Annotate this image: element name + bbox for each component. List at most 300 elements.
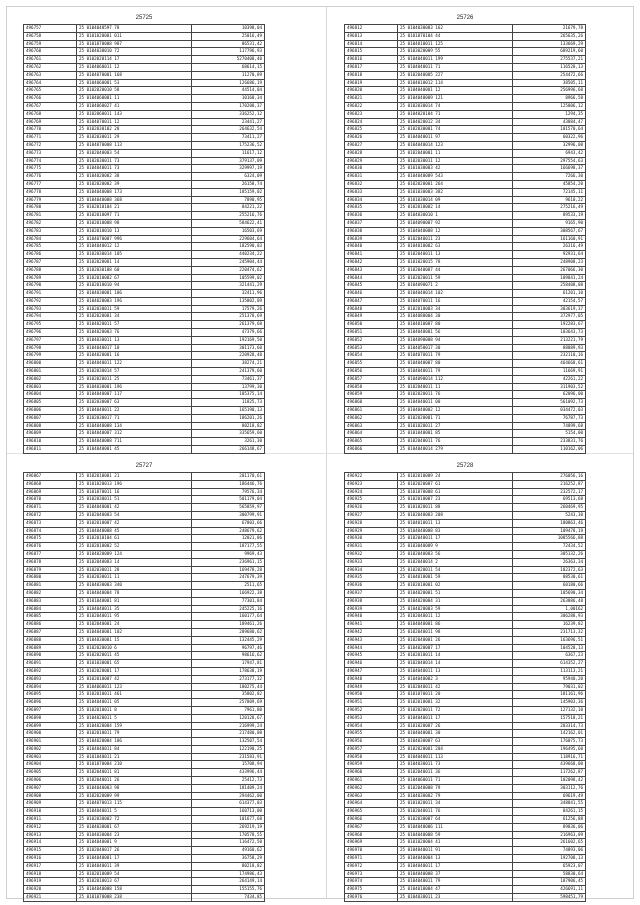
account-code-cell: 25 0102030011 28	[77, 566, 192, 574]
table-row	[24, 597, 265, 605]
table-row	[345, 48, 586, 56]
amount-cell: 439668,00	[513, 761, 586, 769]
account-code-cell: 25 0104040011 97	[398, 134, 513, 142]
amount-cell: 182372,63	[513, 566, 586, 574]
amount-cell: 42261,22	[513, 375, 586, 383]
record-id-cell: 496943	[345, 636, 398, 644]
amount-cell: 336252,12	[192, 110, 265, 118]
record-id-cell: 496974	[345, 878, 398, 886]
record-id-cell: 496825	[345, 126, 398, 134]
record-id-cell: 496914	[24, 839, 77, 847]
amount-cell: 1,00162	[513, 605, 586, 613]
table-row	[345, 118, 586, 126]
account-code-cell: 25 0101020001 011	[77, 32, 192, 40]
record-id-cell: 496956	[345, 738, 398, 746]
table-row	[345, 496, 586, 504]
amount-cell: 689219,60	[513, 48, 586, 56]
amount-cell: 8966,58	[513, 95, 586, 103]
page-number: 25728	[456, 463, 474, 469]
record-id-cell: 496923	[345, 480, 398, 488]
record-id-cell: 496847	[345, 297, 398, 305]
table-row	[345, 399, 586, 407]
account-code-cell: 25 0104040011 05	[77, 699, 192, 707]
account-code-cell: 25 0102010007 23	[398, 496, 513, 504]
record-id-cell: 496827	[345, 141, 398, 149]
account-code-cell: 25 0104030001 15	[77, 636, 192, 644]
account-code-cell: 25 0104040011 113	[398, 753, 513, 761]
table-row	[24, 141, 265, 149]
table-row	[24, 329, 265, 337]
amount-cell: 72145,11	[513, 188, 586, 196]
record-id-cell: 496902	[24, 745, 77, 753]
record-id-cell: 496803	[24, 383, 77, 391]
amount-cell: 110162,06	[513, 446, 586, 454]
account-code-cell: 25 0101030003 382	[398, 188, 513, 196]
record-id-cell: 496857	[345, 375, 398, 383]
record-id-cell: 496855	[345, 360, 398, 368]
table-row	[24, 196, 265, 204]
table-row	[345, 134, 586, 142]
record-id-cell: 496975	[345, 886, 398, 894]
amount-cell: 220928,48	[192, 352, 265, 360]
amount-cell: 464668,61	[513, 360, 586, 368]
record-id-cell: 496771	[24, 134, 77, 142]
record-id-cell: 496761	[24, 56, 77, 64]
table-row	[345, 87, 586, 95]
table-row	[345, 488, 586, 496]
amount-cell: 216999,24	[192, 722, 265, 730]
account-code-cell: 25 0103020009 55	[398, 48, 513, 56]
record-id-cell: 496789	[24, 274, 77, 282]
record-id-cell: 496758	[24, 32, 77, 40]
account-code-cell: 25 0104030011 73	[398, 761, 513, 769]
record-id-cell: 496909	[24, 800, 77, 808]
table-row	[24, 527, 265, 535]
table-row	[24, 504, 265, 512]
record-id-cell: 496942	[345, 628, 398, 636]
record-id-cell: 496757	[24, 25, 77, 33]
table-row	[24, 430, 265, 438]
amount-cell: 84221,22	[192, 204, 265, 212]
account-code-cell: 25 0101030003 42	[398, 165, 513, 173]
table-row	[24, 368, 265, 376]
account-code-cell: 25 0101020013 196	[77, 480, 192, 488]
amount-cell: 166698,37	[513, 165, 586, 173]
record-id-cell: 496835	[345, 204, 398, 212]
account-code-cell: 25 0102020001 264	[398, 180, 513, 188]
table-row	[345, 597, 586, 605]
amount-cell: 170578,55	[192, 831, 265, 839]
amount-cell: 117262,87	[513, 769, 586, 777]
account-code-cell: 25 0104030010 1	[398, 212, 513, 220]
table-row	[345, 738, 586, 746]
record-id-cell: 496959	[345, 761, 398, 769]
account-code-cell: 25 0104040008 711	[77, 438, 192, 446]
account-code-cell: 25 0104080004 30	[398, 313, 513, 321]
account-code-cell: 25 0101020011 34	[398, 800, 513, 808]
amount-cell: 60322,96	[513, 134, 586, 142]
account-code-cell: 25 0102040008 79	[398, 784, 513, 792]
record-id-cell: 496810	[24, 438, 77, 446]
table-row	[24, 87, 265, 95]
amount-cell: 297554,63	[513, 157, 586, 165]
amount-cell: 614377,03	[192, 800, 265, 808]
amount-cell: 79031,02	[513, 683, 586, 691]
ledger-table	[23, 472, 265, 902]
table-row	[345, 243, 586, 251]
table-row	[345, 823, 586, 831]
account-code-cell: 25 0102030014 57	[77, 368, 192, 376]
account-code-cell: 25 0102040003 14	[77, 558, 192, 566]
amount-cell: 306288,93	[513, 613, 586, 621]
account-code-cell: 25 0101040001 81	[77, 597, 192, 605]
account-code-cell: 25 0102020001 34	[77, 313, 192, 321]
amount-cell: 38274,21	[192, 360, 265, 368]
table-row	[345, 683, 586, 691]
amount-cell: 109478,19	[513, 527, 586, 535]
table-row	[24, 683, 265, 691]
account-code-cell: 25 0104040011 122	[77, 360, 192, 368]
account-code-cell: 25 0104020001 51	[398, 589, 513, 597]
account-code-cell: 25 0102010097 71	[77, 212, 192, 220]
table-row	[24, 399, 265, 407]
amount-cell: 175236,52	[192, 141, 265, 149]
amount-cell: 11669,91	[513, 368, 586, 376]
account-code-cell: 25 0102010010 13	[77, 227, 192, 235]
account-code-cell: 25 0102040003 56	[398, 550, 513, 558]
table-row	[345, 527, 586, 535]
record-id-cell: 496798	[24, 344, 77, 352]
amount-cell: 263886,48	[513, 597, 586, 605]
amount-cell: 116528,13	[513, 63, 586, 71]
record-id-cell: 496877	[24, 550, 77, 558]
account-code-cell: 25 0101020011 27	[398, 422, 513, 430]
table-row	[345, 40, 586, 48]
table-row	[24, 102, 265, 110]
table-row	[345, 480, 586, 488]
account-code-cell: 25 0102040011 36	[398, 769, 513, 777]
table-row	[24, 753, 265, 761]
table-row	[345, 79, 586, 87]
account-code-cell: 25 0104040011 79	[398, 878, 513, 886]
record-id-cell: 496850	[345, 321, 398, 329]
amount-cell: 7434,85	[192, 894, 265, 902]
record-id-cell: 496872	[24, 511, 77, 519]
amount-cell: 213221,79	[513, 336, 586, 344]
amount-cell: 161160,91	[513, 235, 586, 243]
table-row	[345, 792, 586, 800]
record-id-cell: 496788	[24, 266, 77, 274]
record-id-cell: 496926	[345, 504, 398, 512]
table-row	[345, 266, 586, 274]
account-code-cell: 25 0104090007 92	[398, 219, 513, 227]
record-id-cell: 496779	[24, 196, 77, 204]
record-id-cell: 496869	[24, 488, 77, 496]
amount-cell: 1294,35	[513, 110, 586, 118]
amount-cell: 25412,73	[192, 777, 265, 785]
table-row	[24, 667, 265, 675]
record-id-cell: 496938	[345, 597, 398, 605]
amount-cell: 74893,06	[513, 847, 586, 855]
amount-cell: 89836,06	[513, 823, 586, 831]
amount-cell: 68614,15	[192, 63, 265, 71]
record-id-cell: 496784	[24, 235, 77, 243]
amount-cell: 89533,19	[513, 212, 586, 220]
record-id-cell: 496765	[24, 87, 77, 95]
table-row	[24, 886, 265, 894]
page-number: 25725	[135, 15, 153, 21]
table-row	[345, 102, 586, 110]
account-code-cell: 25 0104040011 199	[398, 56, 513, 64]
table-row	[24, 375, 265, 383]
record-id-cell: 496875	[24, 535, 77, 543]
account-code-cell: 25 0102030011 59	[77, 305, 192, 313]
amount-cell: 264149,14	[192, 878, 265, 886]
account-code-cell: 25 0102010011 461	[77, 691, 192, 699]
amount-cell: 6943,42	[513, 149, 586, 157]
table-row	[345, 855, 586, 863]
amount-cell: 72434,52	[513, 543, 586, 551]
table-row	[24, 180, 265, 188]
amount-cell: 034472,03	[513, 407, 586, 415]
account-code-cell: 25 0104040008 83	[398, 527, 513, 535]
record-id-cell: 496919	[24, 878, 77, 886]
account-code-cell: 25 0102040003 208	[398, 511, 513, 519]
account-code-cell: 25 0104020012 34	[398, 118, 513, 126]
record-id-cell: 496965	[345, 808, 398, 816]
amount-cell: 180275,44	[192, 683, 265, 691]
table-row	[24, 870, 265, 878]
account-code-cell: 25 0102020001 71	[398, 414, 513, 422]
table-row	[24, 40, 265, 48]
amount-cell: 133669,29	[513, 40, 586, 48]
table-row	[345, 352, 586, 360]
table-row	[345, 110, 586, 118]
record-id-cell: 496971	[345, 855, 398, 863]
table-row	[345, 25, 586, 33]
account-code-cell: 25 0104020002 38	[77, 173, 192, 181]
amount-cell: 113113,21	[513, 667, 586, 675]
record-id-cell: 496830	[345, 165, 398, 173]
table-row	[24, 745, 265, 753]
amount-cell: 98616,62	[192, 652, 265, 660]
amount-cell: 135802,09	[192, 297, 265, 305]
table-row	[24, 219, 265, 227]
amount-cell: 5270408,40	[192, 56, 265, 64]
account-code-cell: 25 0102040007 44	[398, 266, 513, 274]
record-id-cell: 496812	[345, 25, 398, 33]
page-number: 25727	[135, 463, 153, 469]
amount-cell: 166922,38	[192, 589, 265, 597]
amount-cell: 229604,64	[192, 235, 265, 243]
table-row	[345, 816, 586, 824]
account-code-cell: 25 0104020011 57	[77, 321, 192, 329]
account-code-cell: 25 0104040014 123	[398, 141, 513, 149]
record-id-cell: 496778	[24, 188, 77, 196]
table-row	[345, 660, 586, 668]
account-code-cell: 25 0102020007 61	[398, 480, 513, 488]
account-code-cell: 25 0101070011 16	[77, 488, 192, 496]
amount-cell: 10168,34	[192, 95, 265, 103]
amount-cell: 36758,29	[192, 855, 265, 863]
amount-cell: 186201,26	[192, 414, 265, 422]
record-id-cell: 496908	[24, 792, 77, 800]
account-code-cell: 25 0104040011 5	[77, 808, 192, 816]
account-code-cell: 25 0102020011 72	[398, 706, 513, 714]
record-id-cell: 496834	[345, 196, 398, 204]
table-row	[345, 628, 586, 636]
account-code-cell: 25 0102020001 17	[77, 667, 192, 675]
account-code-cell: 25 0102040011 26	[77, 777, 192, 785]
amount-cell: 26316,49	[513, 243, 586, 251]
account-code-cell: 25 0104060011 12	[77, 63, 192, 71]
table-row	[24, 769, 265, 777]
table-row	[24, 251, 265, 259]
table-row	[345, 706, 586, 714]
amount-cell: 440234,22	[192, 251, 265, 259]
table-row	[345, 407, 586, 415]
record-id-cell: 496797	[24, 336, 77, 344]
record-id-cell: 496766	[24, 95, 77, 103]
account-code-cell: 25 0104020003 196	[77, 297, 192, 305]
record-id-cell: 496890	[24, 652, 77, 660]
account-code-cell: 25 0102030007 63	[77, 399, 192, 407]
amount-cell: 233831,76	[513, 438, 586, 446]
account-code-cell: 25 0102020010 58	[77, 87, 192, 95]
record-id-cell: 496947	[345, 667, 398, 675]
record-id-cell: 496786	[24, 251, 77, 259]
account-code-cell: 25 0102010104 21	[77, 204, 192, 212]
record-id-cell: 496968	[345, 831, 398, 839]
record-id-cell: 496781	[24, 212, 77, 220]
account-code-cell: 25 0104040008 45	[77, 527, 192, 535]
amount-cell: 5243,30	[513, 511, 586, 519]
table-row	[24, 438, 265, 446]
amount-cell: 181161,96	[513, 691, 586, 699]
account-code-cell: 25 0102040017 26	[77, 847, 192, 855]
amount-cell: 160713,00	[192, 808, 265, 816]
ledger-table	[344, 24, 586, 454]
amount-cell: 305132,26	[513, 550, 586, 558]
account-code-cell: 25 0102040011 76	[398, 808, 513, 816]
account-code-cell: 25 0104090071 2	[398, 282, 513, 290]
amount-cell: 76787,73	[513, 414, 586, 422]
table-row	[345, 32, 586, 40]
table-row	[345, 605, 586, 613]
table-row	[345, 235, 586, 243]
amount-cell: 96797,46	[192, 644, 265, 652]
table-row	[345, 141, 586, 149]
amount-cell: 169478,28	[192, 566, 265, 574]
account-code-cell: 25 0104030004 23	[77, 831, 192, 839]
record-id-cell: 496842	[345, 258, 398, 266]
record-id-cell: 496886	[24, 621, 77, 629]
record-id-cell: 496864	[345, 430, 398, 438]
amount-cell: 10398,04	[192, 25, 265, 33]
record-id-cell: 496764	[24, 79, 77, 87]
table-row	[24, 550, 265, 558]
table-row	[345, 258, 586, 266]
account-code-cell: 25 0104040006 111	[398, 823, 513, 831]
table-row	[24, 157, 265, 165]
table-row	[24, 738, 265, 746]
table-row	[24, 212, 265, 220]
account-code-cell: 25 0104030003 162	[398, 25, 513, 33]
table-row	[24, 488, 265, 496]
account-code-cell: 25 0102040011 13	[398, 251, 513, 259]
amount-cell: 43884,47	[513, 118, 586, 126]
record-id-cell: 496928	[345, 519, 398, 527]
amount-cell: 116472,50	[192, 839, 265, 847]
record-id-cell: 496816	[345, 56, 398, 64]
ledger-table	[344, 472, 586, 902]
amount-cell: 236961,15	[192, 558, 265, 566]
amount-cell: 251378,69	[192, 313, 265, 321]
account-code-cell: 25 0102030011 29	[77, 134, 192, 142]
table-row	[24, 63, 265, 71]
table-row	[345, 297, 586, 305]
table-row	[24, 862, 265, 870]
record-id-cell: 496963	[345, 792, 398, 800]
page-1	[23, 15, 265, 454]
table-row	[345, 391, 586, 399]
record-id-cell: 496895	[24, 691, 77, 699]
amount-cell: 163696,51	[513, 636, 586, 644]
amount-cell: 348841,55	[513, 800, 586, 808]
account-code-cell: 25 0102030017 71	[77, 414, 192, 422]
record-id-cell: 496937	[345, 589, 398, 597]
account-code-cell: 25 0104040001 45	[77, 446, 192, 454]
account-code-cell: 25 0104020011 5	[77, 714, 192, 722]
account-code-cell: 25 0101040001 85	[398, 430, 513, 438]
page-4	[344, 463, 586, 902]
account-code-cell: 25 0104040014 279	[398, 446, 513, 454]
account-code-cell: 25 0102020011 25	[77, 375, 192, 383]
amount-cell: 178638,19	[192, 667, 265, 675]
record-id-cell: 496976	[345, 894, 398, 902]
table-row	[24, 290, 265, 298]
table-row	[24, 360, 265, 368]
table-row	[345, 519, 586, 527]
amount-cell: 21679,78	[513, 25, 586, 33]
table-row	[345, 722, 586, 730]
amount-cell: 260469,95	[513, 504, 586, 512]
account-code-cell: 25 0104040009 121	[398, 95, 513, 103]
amount-cell: 60180,66	[513, 582, 586, 590]
account-code-cell: 25 0104040011 00	[398, 399, 513, 407]
amount-cell: 145903,36	[513, 699, 586, 707]
account-code-cell: 25 0102060011 143	[77, 110, 192, 118]
amount-cell: 216963,09	[513, 831, 586, 839]
record-id-cell: 496907	[24, 784, 77, 792]
table-row	[345, 227, 586, 235]
table-row	[24, 855, 265, 863]
account-code-cell: 25 0104010002 63	[398, 243, 513, 251]
record-id-cell: 496927	[345, 511, 398, 519]
account-code-cell: 25 0102010002 67	[77, 274, 192, 282]
record-id-cell: 496783	[24, 227, 77, 235]
table-row	[345, 375, 586, 383]
account-code-cell: 25 0104090008 94	[398, 336, 513, 344]
amount-cell: 269219,19	[192, 823, 265, 831]
amount-cell: 26158,74	[192, 180, 265, 188]
account-code-cell: 25 0101020015 78	[398, 258, 513, 266]
account-code-cell: 25 0101070004 210	[77, 761, 192, 769]
account-code-cell: 25 0104070011 16	[398, 297, 513, 305]
amount-cell: 3261,30	[192, 438, 265, 446]
account-code-cell: 25 0102030007 64	[398, 816, 513, 824]
amount-cell: 15708,94	[192, 761, 265, 769]
